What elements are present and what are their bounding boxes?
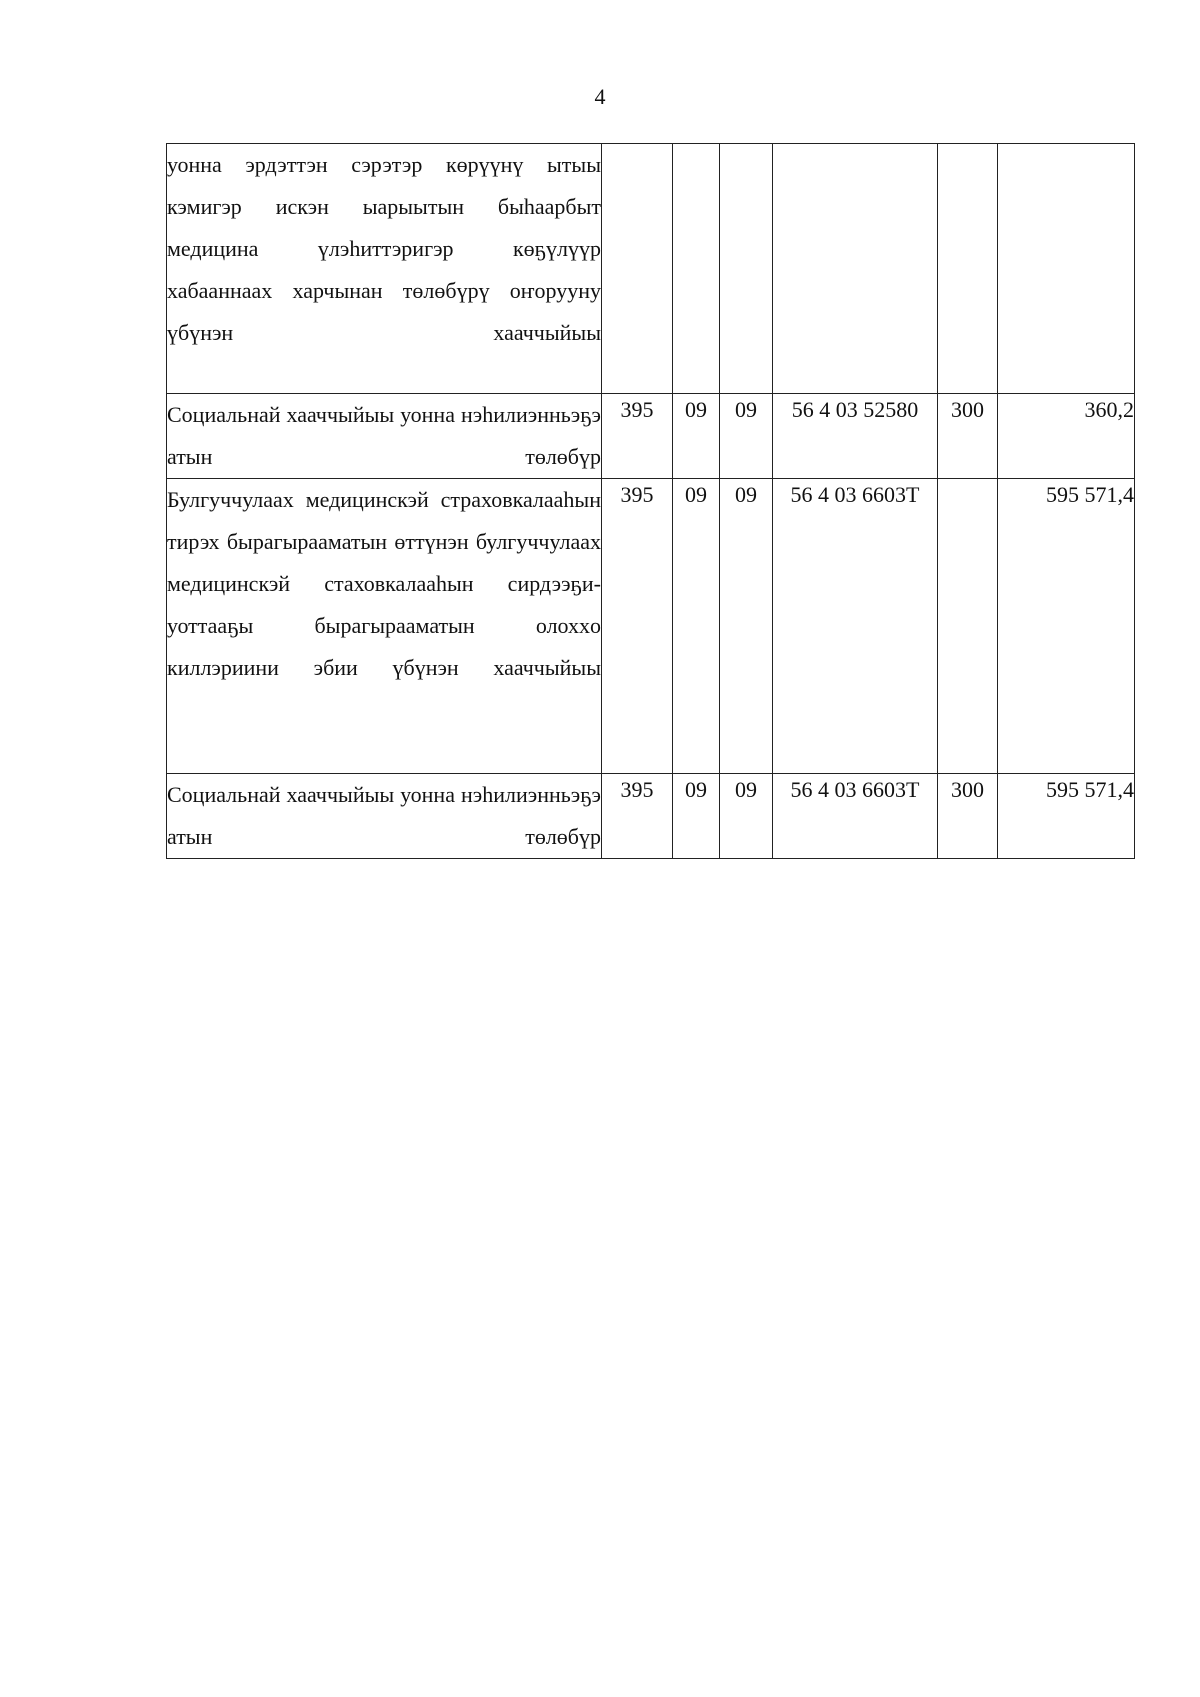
row-amount: 360,2	[998, 394, 1135, 479]
budget-table	[166, 143, 1135, 859]
row-ministry-code: 395	[602, 479, 673, 774]
row-section-code: 09	[673, 774, 720, 859]
row-target-article: 56 4 03 52580	[773, 394, 938, 479]
page-number: 4	[594, 84, 606, 109]
row-subsection-code: 09	[720, 479, 773, 774]
row-section-code: 09	[673, 479, 720, 774]
table-row	[167, 774, 1135, 859]
row-amount: 595 571,4	[998, 479, 1135, 774]
row-description: уонна эрдэттэн сэрэтэр көрүүнү ытыы кэмигэр искэн ыарыытын быhaарбыт медицина үлэhиттэригэр көҕүлүүр хабааннаах харчынан төлөбүрү оҥорууну үбүнэн хааччыйыы	[167, 144, 602, 394]
row-description: Булгуччулаах медицинскэй страховкалааhын тирэх бырагырааматын өттүнэн булгуччулаах медицинскэй стаховкалааhын сирдээҕи-уоттааҕы бырагырааматын олохxo киллэриини эбии үбүнэн хааччыйыы	[167, 479, 602, 774]
row-description: Социальнай хааччыйыы уонна нэhилиэнньэҕэ атын төлөбүр	[167, 774, 602, 859]
row-amount	[998, 144, 1135, 394]
row-subsection-code: 09	[720, 774, 773, 859]
row-target-article: 56 4 03 6603Т	[773, 774, 938, 859]
row-expense-type: 300	[938, 774, 998, 859]
table-row	[167, 144, 1135, 394]
row-section-code	[673, 144, 720, 394]
row-target-article	[773, 144, 938, 394]
row-expense-type: 300	[938, 394, 998, 479]
row-ministry-code	[602, 144, 673, 394]
row-subsection-code: 09	[720, 394, 773, 479]
row-ministry-code: 395	[602, 394, 673, 479]
row-amount: 595 571,4	[998, 774, 1135, 859]
row-ministry-code: 395	[602, 774, 673, 859]
row-expense-type	[938, 479, 998, 774]
row-expense-type	[938, 144, 998, 394]
table-row	[167, 479, 1135, 774]
row-description: Социальнай хааччыйыы уонна нэhилиэнньэҕэ атын төлөбүр	[167, 394, 602, 479]
row-section-code: 09	[673, 394, 720, 479]
row-target-article: 56 4 03 6603Т	[773, 479, 938, 774]
table-row	[167, 394, 1135, 479]
row-subsection-code	[720, 144, 773, 394]
